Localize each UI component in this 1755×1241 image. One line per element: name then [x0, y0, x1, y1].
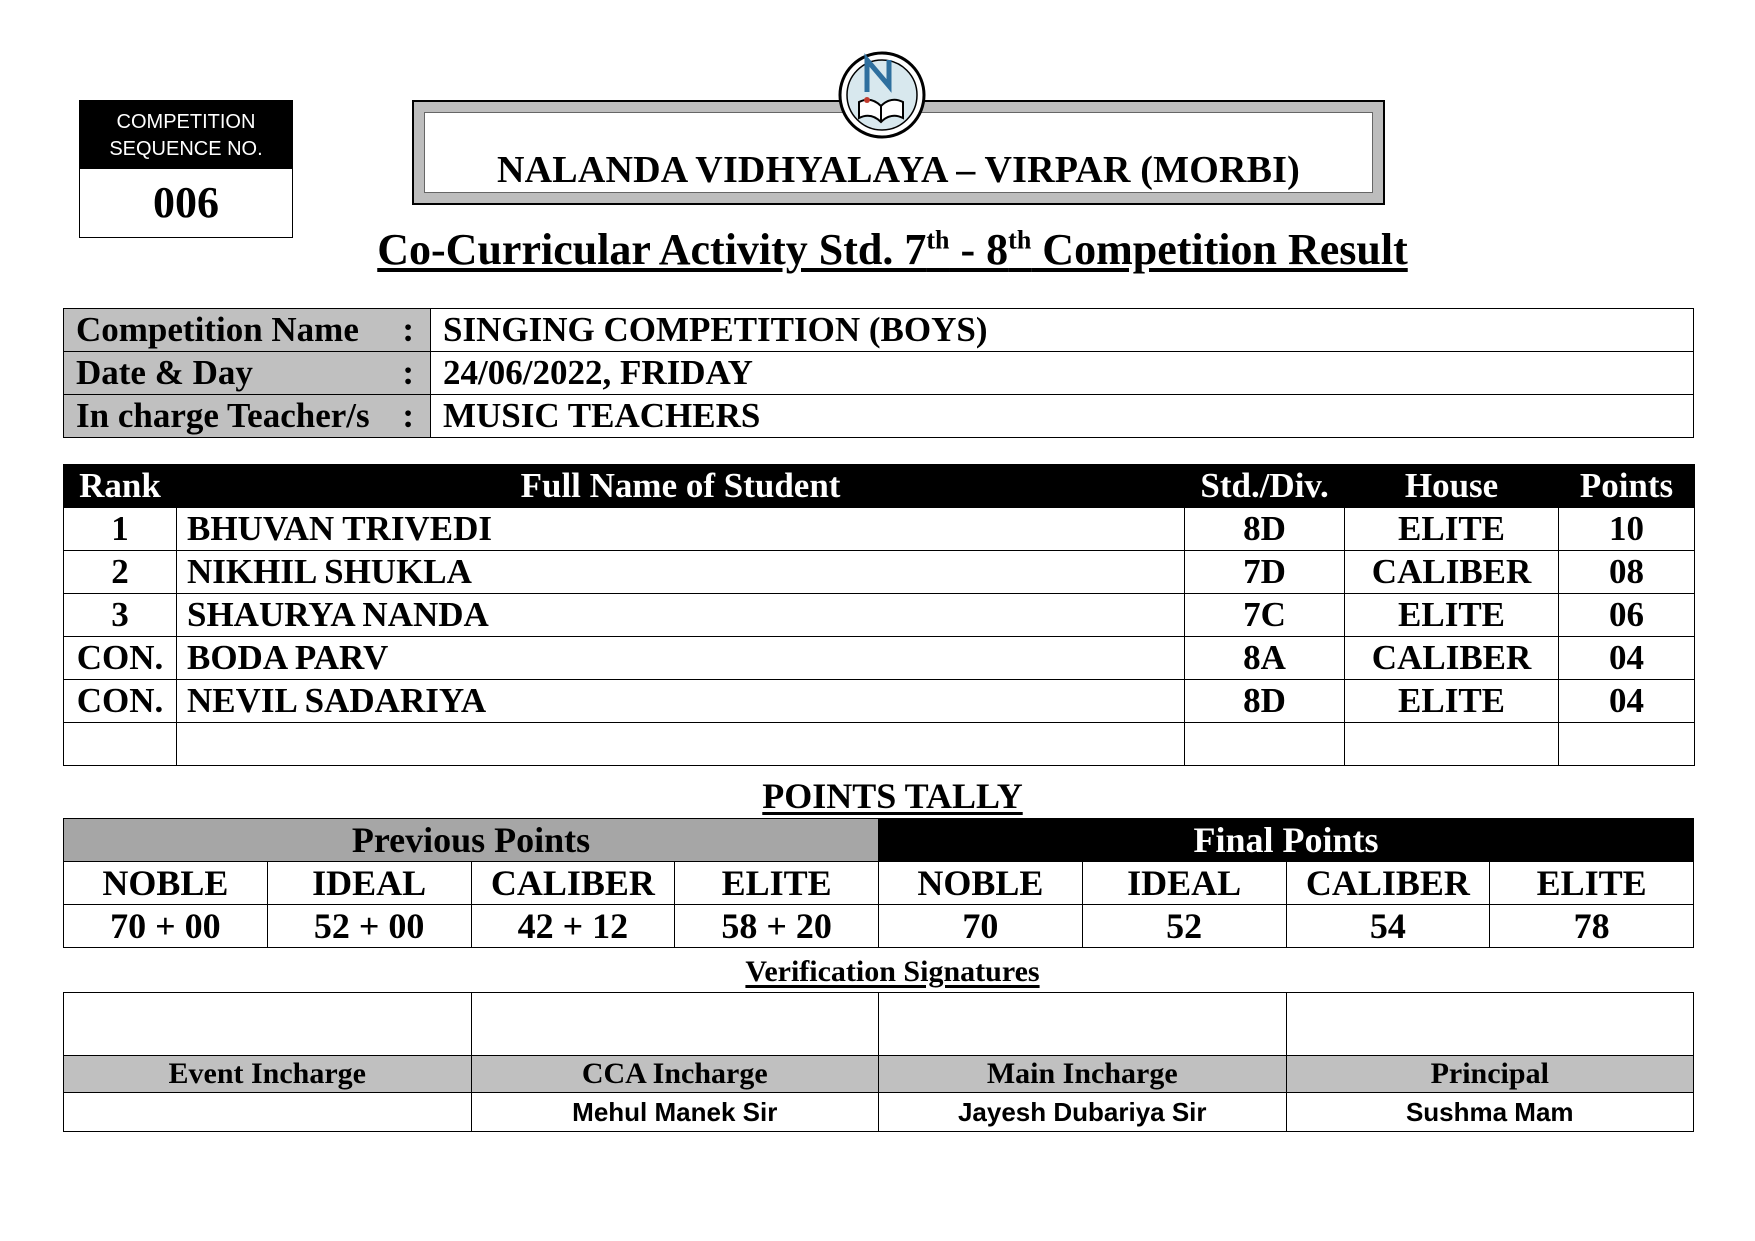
signature-name-row	[64, 1093, 1694, 1132]
signature-space-row	[64, 993, 1694, 1056]
table-row	[64, 551, 1695, 594]
col-house: House	[1345, 465, 1559, 508]
final-points-value: 54	[1286, 905, 1490, 948]
competition-name-label: Competition Name	[76, 310, 359, 349]
previous-points-value: 42 + 12	[471, 905, 675, 948]
date-label: Date & Day	[76, 353, 253, 392]
table-row	[64, 637, 1695, 680]
previous-points-value: 52 + 00	[267, 905, 471, 948]
house-name: NOBLE	[64, 862, 268, 905]
sequence-label: COMPETITION SEQUENCE NO.	[80, 101, 292, 169]
teacher-value: MUSIC TEACHERS	[431, 395, 1694, 438]
info-row-date: Date & Day : 24/06/2022, FRIDAY	[64, 352, 1694, 395]
final-points-value: 70	[879, 905, 1083, 948]
signatory-name: Jayesh Dubariya Sir	[879, 1093, 1287, 1132]
table-row-empty	[64, 723, 1695, 766]
tally-values-row	[64, 905, 1694, 948]
school-name: NALANDA VIDHYALAYA – VIRPAR (MORBI)	[496, 149, 1300, 191]
house-name: NOBLE	[879, 862, 1083, 905]
rank-cell: CON.	[64, 680, 177, 723]
std-cell: 8D	[1185, 508, 1345, 551]
name-cell: SHAURYA NANDA	[176, 594, 1184, 637]
signatures-table	[63, 992, 1694, 1132]
date-value: 24/06/2022, FRIDAY	[431, 352, 1694, 395]
school-logo-icon	[837, 50, 927, 140]
house-name: ELITE	[675, 862, 879, 905]
name-cell: BHUVAN TRIVEDI	[176, 508, 1184, 551]
signature-box	[1286, 993, 1694, 1056]
verification-signatures-title: Verification Signatures	[745, 955, 1040, 988]
house-name: IDEAL	[267, 862, 471, 905]
name-cell: NIKHIL SHUKLA	[176, 551, 1184, 594]
name-cell: NEVIL SADARIYA	[176, 680, 1184, 723]
signature-box	[471, 993, 879, 1056]
rank-cell: 3	[64, 594, 177, 637]
final-points-value: 78	[1490, 905, 1694, 948]
house-name: ELITE	[1490, 862, 1694, 905]
final-points-value: 52	[1082, 905, 1286, 948]
results-table	[63, 464, 1695, 766]
points-tally-title: POINTS TALLY	[762, 776, 1023, 816]
std-cell: 8A	[1185, 637, 1345, 680]
competition-sequence-box	[79, 100, 293, 238]
house-cell: ELITE	[1345, 680, 1559, 723]
points-tally-table	[63, 818, 1694, 948]
points-cell: 04	[1559, 680, 1695, 723]
page-subtitle: Co-Curricular Activity Std. 7th - 8th Competition Result	[377, 225, 1408, 274]
std-cell: 7C	[1185, 594, 1345, 637]
final-points-header: Final Points	[879, 819, 1694, 862]
col-std: Std./Div.	[1185, 465, 1345, 508]
col-points: Points	[1559, 465, 1695, 508]
points-cell: 04	[1559, 637, 1695, 680]
info-row-teacher: In charge Teacher/s : MUSIC TEACHERS	[64, 395, 1694, 438]
signatory-name: Sushma Mam	[1286, 1093, 1694, 1132]
tally-group-header-row	[64, 819, 1694, 862]
previous-points-value: 58 + 20	[675, 905, 879, 948]
house-cell: ELITE	[1345, 508, 1559, 551]
role-event-incharge: Event Incharge	[64, 1056, 472, 1093]
role-principal: Principal	[1286, 1056, 1694, 1093]
signature-box	[64, 993, 472, 1056]
competition-name-value: SINGING COMPETITION (BOYS)	[431, 309, 1694, 352]
points-cell: 06	[1559, 594, 1695, 637]
competition-info-table	[63, 308, 1694, 438]
tally-house-row	[64, 862, 1694, 905]
points-cell: 10	[1559, 508, 1695, 551]
name-cell: BODA PARV	[176, 637, 1184, 680]
std-cell: 7D	[1185, 551, 1345, 594]
table-row	[64, 508, 1695, 551]
previous-points-value: 70 + 00	[64, 905, 268, 948]
house-name: CALIBER	[471, 862, 675, 905]
col-rank: Rank	[64, 465, 177, 508]
rank-cell: CON.	[64, 637, 177, 680]
info-row-competition: Competition Name : SINGING COMPETITION (BOYS)	[64, 309, 1694, 352]
house-cell: ELITE	[1345, 594, 1559, 637]
teacher-label: In charge Teacher/s	[76, 396, 370, 435]
signature-box	[879, 993, 1287, 1056]
results-header-row	[64, 465, 1695, 508]
table-row	[64, 680, 1695, 723]
house-cell: CALIBER	[1345, 637, 1559, 680]
signatory-name	[64, 1093, 472, 1132]
signature-role-row	[64, 1056, 1694, 1093]
role-cca-incharge: CCA Incharge	[471, 1056, 879, 1093]
role-main-incharge: Main Incharge	[879, 1056, 1287, 1093]
house-name: CALIBER	[1286, 862, 1490, 905]
points-cell: 08	[1559, 551, 1695, 594]
table-row	[64, 594, 1695, 637]
house-cell: CALIBER	[1345, 551, 1559, 594]
house-name: IDEAL	[1082, 862, 1286, 905]
col-name: Full Name of Student	[176, 465, 1184, 508]
rank-cell: 1	[64, 508, 177, 551]
rank-cell: 2	[64, 551, 177, 594]
signatory-name: Mehul Manek Sir	[471, 1093, 879, 1132]
previous-points-header: Previous Points	[64, 819, 879, 862]
std-cell: 8D	[1185, 680, 1345, 723]
sequence-number: 006	[153, 178, 219, 227]
